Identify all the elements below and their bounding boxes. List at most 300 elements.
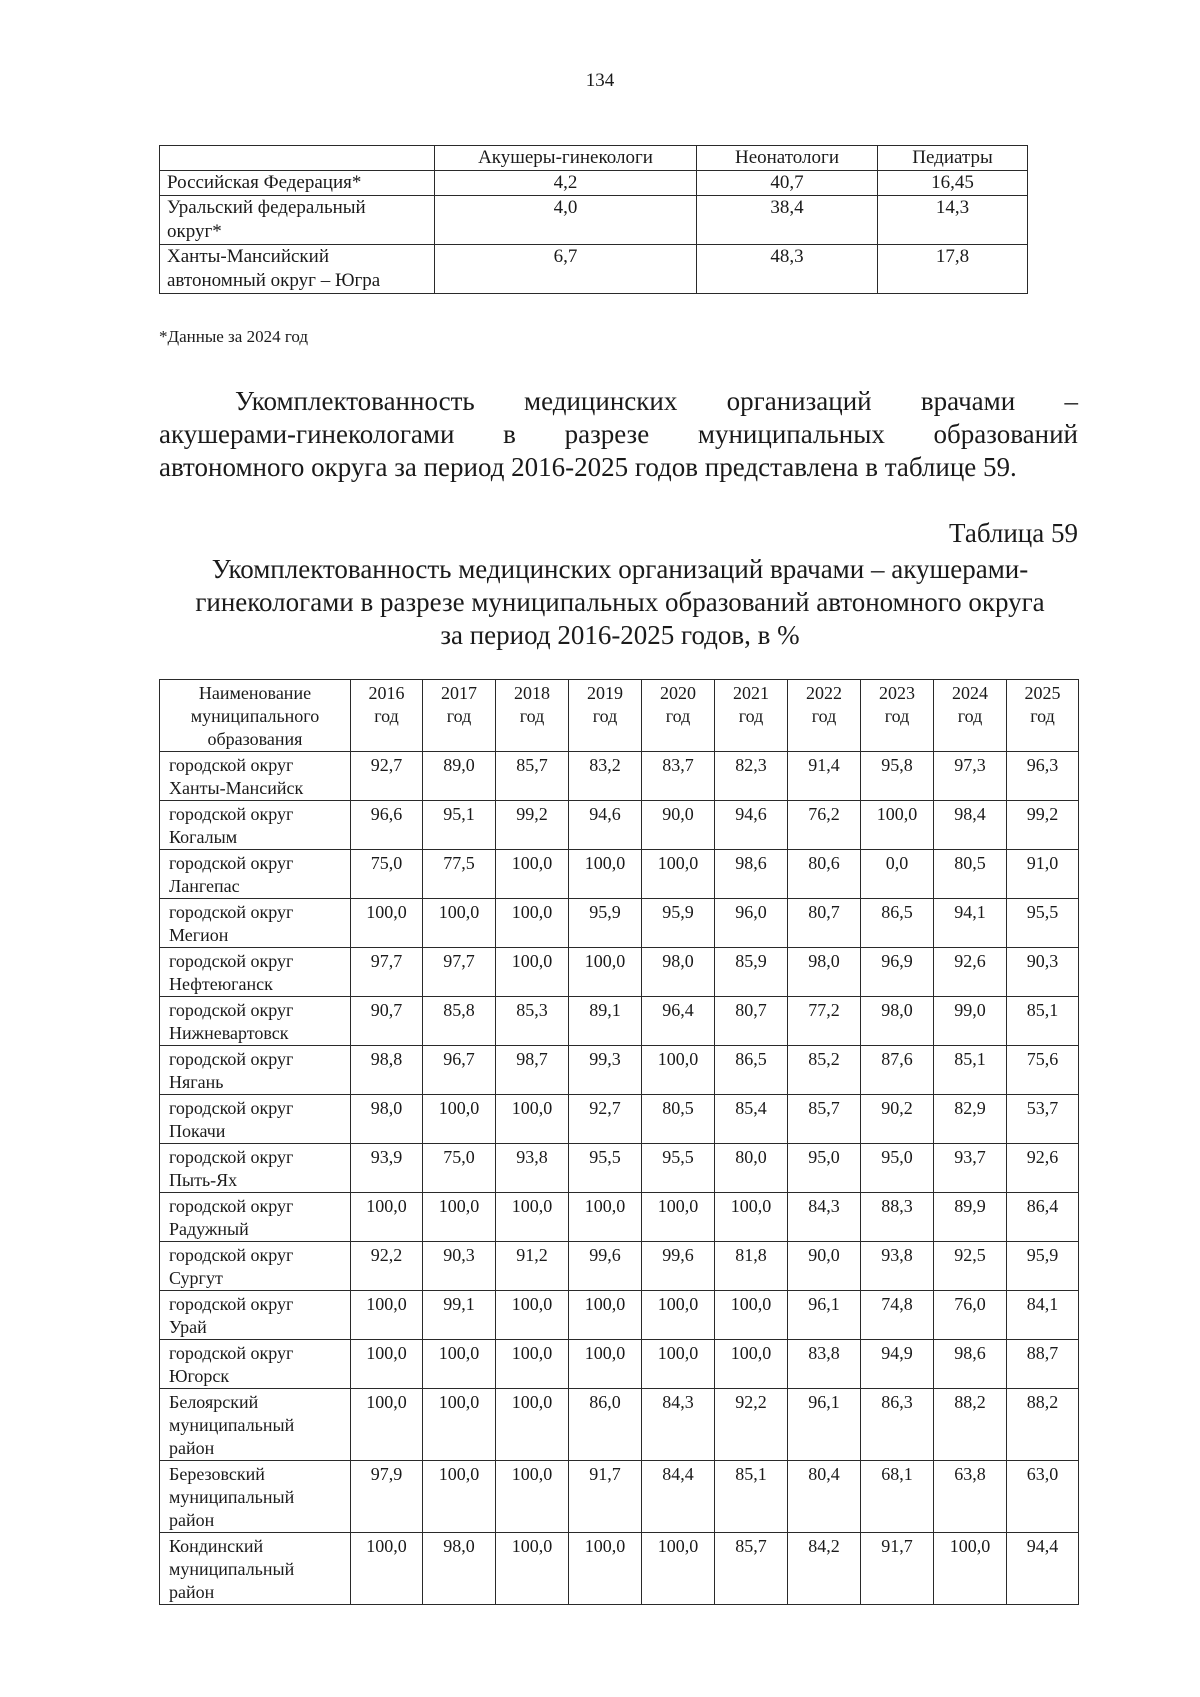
municipality-name-line: городской округ bbox=[169, 1343, 294, 1363]
paragraph-line: автономного округа за период 2016-2025 годов представлена в таблице 59. bbox=[159, 452, 1017, 482]
table-cell: 100,0 bbox=[642, 1340, 715, 1389]
table-cell: 98,0 bbox=[351, 1095, 423, 1144]
row-label bbox=[160, 245, 435, 294]
year-label: 2018 bbox=[514, 683, 550, 703]
page-number: 134 bbox=[585, 70, 615, 91]
column-header-year bbox=[715, 680, 788, 752]
column-header-year bbox=[569, 680, 642, 752]
column-header-line: образования bbox=[207, 729, 303, 749]
municipality-name-line: муниципальный bbox=[169, 1559, 295, 1579]
table-cell: 17,8 bbox=[878, 245, 1028, 294]
table-cell: 75,0 bbox=[351, 850, 423, 899]
year-label: 2023 bbox=[879, 683, 915, 703]
table-cell: 100,0 bbox=[642, 850, 715, 899]
column-header-name bbox=[160, 680, 351, 752]
table-cell: 98,6 bbox=[934, 1340, 1007, 1389]
table-cell: 86,5 bbox=[715, 1046, 788, 1095]
table-row bbox=[160, 1046, 1079, 1095]
table-cell: 99,6 bbox=[642, 1242, 715, 1291]
column-header-year bbox=[788, 680, 861, 752]
table-cell: 80,4 bbox=[788, 1461, 861, 1533]
municipality-name bbox=[160, 801, 351, 850]
column-header-year bbox=[934, 680, 1007, 752]
table-cell: 100,0 bbox=[496, 899, 569, 948]
table-cell: 100,0 bbox=[569, 1340, 642, 1389]
municipal-staffing-table bbox=[159, 679, 1079, 1605]
staffing-ratio-table bbox=[159, 145, 1028, 294]
table-cell: 89,9 bbox=[934, 1193, 1007, 1242]
municipality-name bbox=[160, 1291, 351, 1340]
table-cell: 100,0 bbox=[861, 801, 934, 850]
table-cell: 84,1 bbox=[1007, 1291, 1079, 1340]
municipality-name-line: Когалым bbox=[169, 827, 238, 847]
table-cell: 100,0 bbox=[715, 1193, 788, 1242]
table-title-line: Укомплектованность медицинских организаций врачами – акушерами- bbox=[211, 554, 1029, 584]
municipality-name bbox=[160, 1046, 351, 1095]
municipality-name-line: городской округ bbox=[169, 951, 294, 971]
table-cell: 100,0 bbox=[715, 1291, 788, 1340]
table-cell: 75,6 bbox=[1007, 1046, 1079, 1095]
table-cell: 91,0 bbox=[1007, 850, 1079, 899]
table-cell: 100,0 bbox=[423, 1389, 496, 1461]
table-cell: 100,0 bbox=[496, 1389, 569, 1461]
row-label-line: Российская Федерация* bbox=[167, 172, 362, 193]
table-cell: 80,7 bbox=[715, 997, 788, 1046]
table-cell: 98,0 bbox=[642, 948, 715, 997]
column-header-year bbox=[496, 680, 569, 752]
table-cell: 100,0 bbox=[569, 1193, 642, 1242]
table-cell: 90,3 bbox=[1007, 948, 1079, 997]
column-header-year bbox=[1007, 680, 1079, 752]
table-cell: 95,1 bbox=[423, 801, 496, 850]
table-cell: 95,9 bbox=[1007, 1242, 1079, 1291]
table-cell: 99,2 bbox=[1007, 801, 1079, 850]
table-cell: 86,4 bbox=[1007, 1193, 1079, 1242]
municipality-name-line: городской округ bbox=[169, 1049, 294, 1069]
table-cell: 95,0 bbox=[861, 1144, 934, 1193]
table-cell: 94,1 bbox=[934, 899, 1007, 948]
table-row bbox=[160, 948, 1079, 997]
municipality-name-line: Мегион bbox=[169, 925, 229, 945]
year-label: 2021 bbox=[733, 683, 769, 703]
column-header: Неонатологи bbox=[697, 146, 878, 171]
table-cell: 4,0 bbox=[435, 196, 697, 245]
municipality-name-line: Белоярский bbox=[169, 1392, 259, 1412]
year-suffix: год bbox=[592, 706, 618, 726]
year-label: 2025 bbox=[1024, 683, 1061, 703]
table-cell: 84,3 bbox=[788, 1193, 861, 1242]
table-cell: 100,0 bbox=[496, 1193, 569, 1242]
table-cell: 89,1 bbox=[569, 997, 642, 1046]
table-cell: 95,9 bbox=[642, 899, 715, 948]
year-label: 2020 bbox=[660, 683, 696, 703]
table-title-line: за период 2016-2025 годов, в % bbox=[440, 620, 800, 650]
municipality-name bbox=[160, 1095, 351, 1144]
municipality-name-line: Пыть-Ях bbox=[169, 1170, 238, 1190]
table-cell: 82,3 bbox=[715, 752, 788, 801]
table-cell: 100,0 bbox=[496, 948, 569, 997]
municipality-name-line: городской округ bbox=[169, 853, 294, 873]
row-label-line: Уральский федеральный bbox=[167, 197, 366, 218]
municipality-name-line: городской округ bbox=[169, 755, 294, 775]
municipality-name-line: городской округ bbox=[169, 1147, 294, 1167]
table-cell: 63,0 bbox=[1007, 1461, 1079, 1533]
table-cell: 85,7 bbox=[496, 752, 569, 801]
table-row bbox=[160, 1242, 1079, 1291]
paragraph-line: Укомплектованность медицинских организаций врачами – bbox=[235, 386, 1078, 416]
body-paragraph bbox=[159, 385, 1078, 484]
municipality-name bbox=[160, 1461, 351, 1533]
paragraph-line: акушерами-гинекологами в разрезе муниципальных образований bbox=[159, 419, 1078, 449]
table-cell: 85,4 bbox=[715, 1095, 788, 1144]
municipality-name-line: городской округ bbox=[169, 1196, 294, 1216]
table-cell: 88,2 bbox=[1007, 1389, 1079, 1461]
table-cell: 96,1 bbox=[788, 1389, 861, 1461]
table-cell: 80,5 bbox=[934, 850, 1007, 899]
table-cell: 95,0 bbox=[788, 1144, 861, 1193]
table-cell: 100,0 bbox=[423, 1095, 496, 1144]
table-cell: 100,0 bbox=[496, 1095, 569, 1144]
table-cell: 63,8 bbox=[934, 1461, 1007, 1533]
table-cell: 98,8 bbox=[351, 1046, 423, 1095]
municipality-name bbox=[160, 948, 351, 997]
table-cell: 97,7 bbox=[423, 948, 496, 997]
table-title bbox=[130, 553, 1110, 652]
table-cell: 91,7 bbox=[861, 1533, 934, 1605]
municipality-name-line: Березовский bbox=[169, 1464, 265, 1484]
table-cell: 95,5 bbox=[1007, 899, 1079, 948]
table-cell: 80,5 bbox=[642, 1095, 715, 1144]
table-cell: 85,1 bbox=[1007, 997, 1079, 1046]
table-cell: 99,2 bbox=[496, 801, 569, 850]
column-header: Акушеры-гинекологи bbox=[435, 146, 697, 171]
table-cell: 92,7 bbox=[351, 752, 423, 801]
table-cell: 98,6 bbox=[715, 850, 788, 899]
table-cell: 100,0 bbox=[351, 1340, 423, 1389]
table-cell: 97,9 bbox=[351, 1461, 423, 1533]
table-cell: 40,7 bbox=[697, 171, 878, 196]
year-label: 2019 bbox=[587, 683, 623, 703]
table-cell: 97,7 bbox=[351, 948, 423, 997]
year-suffix: год bbox=[884, 706, 910, 726]
row-label bbox=[160, 171, 435, 196]
municipality-name-line: Радужный bbox=[169, 1219, 249, 1239]
municipality-name-line: муниципальный bbox=[169, 1487, 295, 1507]
table-row bbox=[160, 1461, 1079, 1533]
table-cell: 75,0 bbox=[423, 1144, 496, 1193]
table-cell: 90,0 bbox=[642, 801, 715, 850]
table-cell: 4,2 bbox=[435, 171, 697, 196]
table-row bbox=[160, 1144, 1079, 1193]
table-row bbox=[160, 899, 1079, 948]
table-cell: 96,7 bbox=[423, 1046, 496, 1095]
table-cell: 98,0 bbox=[423, 1533, 496, 1605]
table-cell: 100,0 bbox=[569, 1291, 642, 1340]
table-cell: 92,2 bbox=[715, 1389, 788, 1461]
table-cell: 14,3 bbox=[878, 196, 1028, 245]
table-cell: 95,8 bbox=[861, 752, 934, 801]
year-suffix: год bbox=[665, 706, 691, 726]
table-cell: 100,0 bbox=[934, 1533, 1007, 1605]
table-cell: 92,6 bbox=[1007, 1144, 1079, 1193]
table-cell: 100,0 bbox=[351, 1533, 423, 1605]
column-header-line: Наименование bbox=[198, 683, 312, 703]
table-cell: 86,0 bbox=[569, 1389, 642, 1461]
municipality-name-line: Нефтеюганск bbox=[169, 974, 273, 994]
table-cell: 97,3 bbox=[934, 752, 1007, 801]
table-cell: 100,0 bbox=[496, 1461, 569, 1533]
table-header-row bbox=[160, 146, 1028, 171]
table-cell: 99,3 bbox=[569, 1046, 642, 1095]
table-cell: 90,3 bbox=[423, 1242, 496, 1291]
column-header-year bbox=[351, 680, 423, 752]
municipality-name-line: муниципальный bbox=[169, 1415, 295, 1435]
municipality-name-line: район bbox=[169, 1510, 215, 1530]
year-suffix: год bbox=[738, 706, 764, 726]
table-cell: 99,6 bbox=[569, 1242, 642, 1291]
table-row bbox=[160, 752, 1079, 801]
table-cell: 86,3 bbox=[861, 1389, 934, 1461]
table-cell: 100,0 bbox=[423, 899, 496, 948]
table-row bbox=[160, 1291, 1079, 1340]
year-label: 2017 bbox=[441, 683, 477, 703]
year-suffix: год bbox=[957, 706, 983, 726]
municipality-name-line: район bbox=[169, 1582, 215, 1602]
year-suffix: год bbox=[519, 706, 545, 726]
table-cell: 88,3 bbox=[861, 1193, 934, 1242]
table-cell: 96,0 bbox=[715, 899, 788, 948]
footnote: *Данные за 2024 год bbox=[159, 327, 309, 346]
table-cell: 85,2 bbox=[788, 1046, 861, 1095]
year-suffix: год bbox=[1030, 706, 1055, 726]
table-cell: 83,7 bbox=[642, 752, 715, 801]
row-label bbox=[160, 196, 435, 245]
row-label-line: округ* bbox=[167, 221, 222, 242]
table-cell: 100,0 bbox=[642, 1046, 715, 1095]
table-cell: 85,8 bbox=[423, 997, 496, 1046]
table-cell: 95,5 bbox=[569, 1144, 642, 1193]
table-cell: 100,0 bbox=[351, 899, 423, 948]
table-cell: 85,1 bbox=[934, 1046, 1007, 1095]
municipality-name bbox=[160, 997, 351, 1046]
table-row bbox=[160, 245, 1028, 294]
table-cell: 98,4 bbox=[934, 801, 1007, 850]
table-row bbox=[160, 1389, 1079, 1461]
table-cell: 100,0 bbox=[569, 850, 642, 899]
table-row bbox=[160, 997, 1079, 1046]
table-cell: 100,0 bbox=[642, 1533, 715, 1605]
table-row bbox=[160, 196, 1028, 245]
table-cell: 82,9 bbox=[934, 1095, 1007, 1144]
table-cell: 96,4 bbox=[642, 997, 715, 1046]
table-cell: 100,0 bbox=[569, 948, 642, 997]
table-cell: 94,6 bbox=[569, 801, 642, 850]
table-cell: 100,0 bbox=[351, 1193, 423, 1242]
table-cell: 76,2 bbox=[788, 801, 861, 850]
municipality-name-line: Нижневартовск bbox=[169, 1023, 289, 1043]
table-cell: 90,0 bbox=[788, 1242, 861, 1291]
table-cell: 100,0 bbox=[715, 1340, 788, 1389]
table-cell: 16,45 bbox=[878, 171, 1028, 196]
municipality-name bbox=[160, 899, 351, 948]
table-header-row bbox=[160, 680, 1079, 752]
table-cell: 84,4 bbox=[642, 1461, 715, 1533]
municipality-name-line: Сургут bbox=[169, 1268, 223, 1288]
table-cell: 88,7 bbox=[1007, 1340, 1079, 1389]
table-cell: 91,4 bbox=[788, 752, 861, 801]
table-cell: 100,0 bbox=[569, 1533, 642, 1605]
table-cell: 100,0 bbox=[496, 1340, 569, 1389]
table-cell: 0,0 bbox=[861, 850, 934, 899]
column-header bbox=[160, 146, 435, 171]
municipality-name-line: район bbox=[169, 1438, 215, 1458]
column-header-year bbox=[423, 680, 496, 752]
municipality-name-line: городской округ bbox=[169, 1294, 294, 1314]
table-label: Таблица 59 bbox=[949, 518, 1078, 548]
table-cell: 83,8 bbox=[788, 1340, 861, 1389]
table-cell: 100,0 bbox=[642, 1291, 715, 1340]
municipality-name bbox=[160, 1340, 351, 1389]
year-label: 2024 bbox=[952, 683, 988, 703]
table-cell: 100,0 bbox=[351, 1291, 423, 1340]
table-cell: 93,9 bbox=[351, 1144, 423, 1193]
municipality-name-line: городской округ bbox=[169, 1098, 294, 1118]
column-header-year bbox=[861, 680, 934, 752]
table-cell: 88,2 bbox=[934, 1389, 1007, 1461]
table-cell: 100,0 bbox=[496, 1533, 569, 1605]
municipality-name-line: Кондинский bbox=[169, 1536, 264, 1556]
municipality-name-line: Ханты-Мансийск bbox=[169, 778, 304, 798]
municipality-name bbox=[160, 752, 351, 801]
table-cell: 77,2 bbox=[788, 997, 861, 1046]
municipality-name-line: Лангепас bbox=[169, 876, 240, 896]
year-label: 2016 bbox=[368, 683, 405, 703]
column-header: Педиатры bbox=[878, 146, 1028, 171]
table-cell: 100,0 bbox=[496, 1291, 569, 1340]
table-cell: 81,8 bbox=[715, 1242, 788, 1291]
municipality-name-line: городской округ bbox=[169, 1245, 294, 1265]
table-cell: 100,0 bbox=[423, 1340, 496, 1389]
table-cell: 96,9 bbox=[861, 948, 934, 997]
table-cell: 85,7 bbox=[788, 1095, 861, 1144]
table-cell: 84,2 bbox=[788, 1533, 861, 1605]
table-cell: 93,7 bbox=[934, 1144, 1007, 1193]
table-cell: 98,7 bbox=[496, 1046, 569, 1095]
table-cell: 100,0 bbox=[423, 1193, 496, 1242]
year-suffix: год bbox=[446, 706, 472, 726]
table-cell: 68,1 bbox=[861, 1461, 934, 1533]
table-cell: 85,1 bbox=[715, 1461, 788, 1533]
municipality-name bbox=[160, 1533, 351, 1605]
municipality-name bbox=[160, 1144, 351, 1193]
table-cell: 87,6 bbox=[861, 1046, 934, 1095]
table-cell: 90,7 bbox=[351, 997, 423, 1046]
table-row bbox=[160, 801, 1079, 850]
table-cell: 92,7 bbox=[569, 1095, 642, 1144]
table-cell: 76,0 bbox=[934, 1291, 1007, 1340]
table-cell: 99,0 bbox=[934, 997, 1007, 1046]
table-cell: 80,0 bbox=[715, 1144, 788, 1193]
table-cell: 92,2 bbox=[351, 1242, 423, 1291]
table-cell: 99,1 bbox=[423, 1291, 496, 1340]
table-cell: 94,9 bbox=[861, 1340, 934, 1389]
table-title-line: гинекологами в разрезе муниципальных образований автономного округа bbox=[195, 587, 1045, 617]
table-row bbox=[160, 1193, 1079, 1242]
table-row bbox=[160, 1340, 1079, 1389]
table-cell: 100,0 bbox=[642, 1193, 715, 1242]
municipality-name-line: городской округ bbox=[169, 902, 294, 922]
table-cell: 74,8 bbox=[861, 1291, 934, 1340]
municipality-name bbox=[160, 850, 351, 899]
table-row bbox=[160, 850, 1079, 899]
row-label-line: Ханты-Мансийский bbox=[167, 246, 329, 267]
table-cell: 96,3 bbox=[1007, 752, 1079, 801]
municipality-name bbox=[160, 1389, 351, 1461]
municipality-name-line: Урай bbox=[169, 1317, 207, 1337]
table-row bbox=[160, 1095, 1079, 1144]
table-cell: 85,3 bbox=[496, 997, 569, 1046]
table-cell: 89,0 bbox=[423, 752, 496, 801]
table-cell: 93,8 bbox=[496, 1144, 569, 1193]
table-cell: 90,2 bbox=[861, 1095, 934, 1144]
year-suffix: год bbox=[374, 706, 399, 726]
municipality-name-line: Нягань bbox=[169, 1072, 224, 1092]
table-cell: 98,0 bbox=[861, 997, 934, 1046]
municipality-name bbox=[160, 1242, 351, 1291]
table-cell: 92,6 bbox=[934, 948, 1007, 997]
column-header-line: муниципального bbox=[190, 706, 320, 726]
table-cell: 83,2 bbox=[569, 752, 642, 801]
table-cell: 91,2 bbox=[496, 1242, 569, 1291]
municipality-name-line: городской округ bbox=[169, 804, 294, 824]
table-cell: 85,9 bbox=[715, 948, 788, 997]
table-cell: 100,0 bbox=[423, 1461, 496, 1533]
table-row bbox=[160, 171, 1028, 196]
table-cell: 84,3 bbox=[642, 1389, 715, 1461]
table-cell: 86,5 bbox=[861, 899, 934, 948]
table-cell: 98,0 bbox=[788, 948, 861, 997]
table-cell: 94,6 bbox=[715, 801, 788, 850]
municipality-name-line: Покачи bbox=[169, 1121, 226, 1141]
table-cell: 80,6 bbox=[788, 850, 861, 899]
table-cell: 38,4 bbox=[697, 196, 878, 245]
year-suffix: год bbox=[811, 706, 837, 726]
table-cell: 77,5 bbox=[423, 850, 496, 899]
table-cell: 95,9 bbox=[569, 899, 642, 948]
table-cell: 91,7 bbox=[569, 1461, 642, 1533]
table-cell: 6,7 bbox=[435, 245, 697, 294]
table-cell: 80,7 bbox=[788, 899, 861, 948]
table-cell: 93,8 bbox=[861, 1242, 934, 1291]
municipality-name-line: Югорск bbox=[169, 1366, 230, 1386]
table-row bbox=[160, 1533, 1079, 1605]
table-cell: 85,7 bbox=[715, 1533, 788, 1605]
table-cell: 100,0 bbox=[496, 850, 569, 899]
table-cell: 95,5 bbox=[642, 1144, 715, 1193]
municipality-name bbox=[160, 1193, 351, 1242]
row-label-line: автономный округ – Югра bbox=[167, 270, 381, 291]
table-cell: 94,4 bbox=[1007, 1533, 1079, 1605]
municipality-name-line: городской округ bbox=[169, 1000, 294, 1020]
table-cell: 92,5 bbox=[934, 1242, 1007, 1291]
table-cell: 96,6 bbox=[351, 801, 423, 850]
table-cell: 53,7 bbox=[1007, 1095, 1079, 1144]
table-cell: 48,3 bbox=[697, 245, 878, 294]
column-header-year bbox=[642, 680, 715, 752]
table-cell: 96,1 bbox=[788, 1291, 861, 1340]
year-label: 2022 bbox=[806, 683, 842, 703]
table-cell: 100,0 bbox=[351, 1389, 423, 1461]
